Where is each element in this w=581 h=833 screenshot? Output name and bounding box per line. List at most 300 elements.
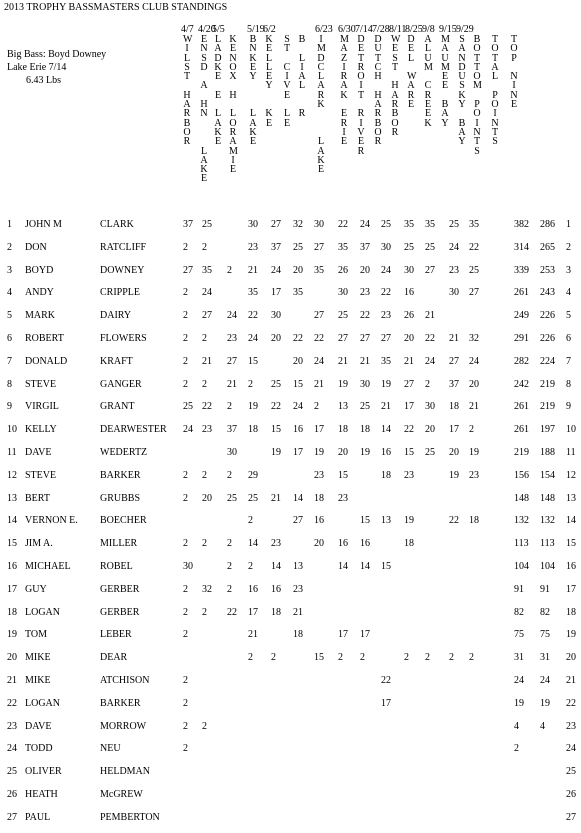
score-cell: 30 xyxy=(338,287,348,299)
score-cell: 14 xyxy=(248,538,258,550)
score-cell: 25 xyxy=(183,401,193,413)
score-cell: 2 xyxy=(227,561,232,572)
event-date: 7/28 xyxy=(372,24,390,35)
score-cell: 24 xyxy=(248,333,258,344)
event-date: 5/19 xyxy=(247,24,265,35)
rank-cell: 27 xyxy=(7,811,17,823)
score-cell: 24 xyxy=(314,355,324,367)
score-cell: 35 xyxy=(248,287,258,299)
event-name-vertical xyxy=(473,35,481,156)
first-name-cell: LOGAN xyxy=(25,606,60,618)
position-cell: 24 xyxy=(566,743,576,755)
total-points-cell: 261 xyxy=(514,401,529,413)
position-cell: 1 xyxy=(566,219,571,230)
rank-cell: 12 xyxy=(7,469,17,481)
score-cell: 2 xyxy=(469,424,474,436)
score-cell: 27 xyxy=(338,333,348,344)
header-letter: B xyxy=(473,34,481,45)
header-letter: R xyxy=(391,99,399,111)
position-cell: 2 xyxy=(566,241,571,253)
last-name-cell: GRUBBS xyxy=(100,492,141,504)
score-cell: 20 xyxy=(469,378,479,390)
last-name-cell: CLARK xyxy=(100,219,134,230)
top-nine-cell: 226 xyxy=(540,310,555,322)
total-points-cell: 31 xyxy=(514,652,524,664)
header-letter: A xyxy=(407,80,415,92)
first-name-cell: MARK xyxy=(25,310,56,322)
table-row xyxy=(0,241,581,263)
top-nine-cell: 265 xyxy=(540,241,555,253)
event-name-vertical xyxy=(200,35,208,184)
header-letter: D xyxy=(374,34,382,45)
header-letter: D xyxy=(357,34,365,45)
header-letter: O xyxy=(391,117,399,129)
score-cell: 22 xyxy=(293,333,303,344)
score-cell: 24 xyxy=(227,310,237,322)
score-cell: 15 xyxy=(360,515,370,527)
score-cell: 22 xyxy=(227,606,237,618)
score-cell: 35 xyxy=(293,287,303,299)
header-letter: A xyxy=(441,43,449,55)
header-letter: T xyxy=(473,61,481,73)
header-letter: H xyxy=(183,89,191,101)
score-cell: 14 xyxy=(381,424,391,436)
header-letter: A xyxy=(340,80,348,92)
header-letter: W xyxy=(407,71,417,83)
header-letter: A xyxy=(249,117,257,129)
header-letter: N xyxy=(510,89,518,101)
header-letter: A xyxy=(317,80,325,92)
event-date: 6/30 xyxy=(338,24,356,35)
header-letter: L xyxy=(298,80,306,92)
header-letter: S xyxy=(459,34,465,45)
header-letter: X xyxy=(229,71,237,83)
event-date: 6/2 xyxy=(263,24,276,35)
header-letter: B xyxy=(441,99,449,111)
score-cell: 17 xyxy=(338,629,348,641)
score-cell: 20 xyxy=(404,333,414,344)
header-letter: V xyxy=(357,126,365,138)
header-letter: Y xyxy=(458,136,466,148)
score-cell: 18 xyxy=(449,401,459,413)
rank-cell: 9 xyxy=(7,401,12,413)
top-nine-cell: 188 xyxy=(540,447,555,458)
score-cell: 15 xyxy=(314,652,324,664)
first-name-cell: STEVE xyxy=(25,469,57,481)
score-cell: 2 xyxy=(248,652,253,664)
score-cell: 35 xyxy=(314,264,324,276)
score-cell: 25 xyxy=(425,447,435,458)
score-cell: 22 xyxy=(469,241,479,253)
header-letter: L xyxy=(317,136,325,148)
header-letter: R xyxy=(183,136,191,148)
total-points-cell: 19 xyxy=(514,697,524,709)
score-cell: 23 xyxy=(449,264,459,276)
header-letter: T xyxy=(510,34,518,45)
score-cell: 21 xyxy=(381,401,391,413)
header-letter: N xyxy=(200,43,208,55)
score-cell: 2 xyxy=(314,401,319,413)
event-name-vertical xyxy=(298,35,306,119)
header-letter: E xyxy=(424,99,432,111)
score-cell: 2 xyxy=(404,652,409,664)
score-cell: 14 xyxy=(271,561,281,572)
header-letter: L xyxy=(183,52,191,64)
score-cell: 15 xyxy=(293,378,303,390)
event-date: 9/15 xyxy=(439,24,457,35)
total-points-cell: 242 xyxy=(514,378,529,390)
score-cell: 30 xyxy=(271,310,281,322)
score-cell: 22 xyxy=(404,424,414,436)
last-name-cell: DEAR xyxy=(100,652,128,664)
top-nine-cell: 197 xyxy=(540,424,555,436)
total-points-cell: 314 xyxy=(514,241,529,253)
score-cell: 19 xyxy=(381,378,391,390)
event-name-vertical xyxy=(510,35,518,109)
header-letter: L xyxy=(283,108,291,120)
score-cell: 35 xyxy=(425,219,435,230)
top-nine-cell: 132 xyxy=(540,515,555,527)
header-letter: E xyxy=(357,136,365,148)
first-name-cell: ROBERT xyxy=(25,333,64,344)
header-letter: K xyxy=(317,99,325,111)
score-cell: 27 xyxy=(202,310,212,322)
header-letter: M xyxy=(340,34,349,45)
position-cell: 18 xyxy=(566,606,576,618)
header-letter: T xyxy=(183,71,191,83)
header-letter: K xyxy=(424,117,432,129)
score-cell: 24 xyxy=(271,264,281,276)
total-points-cell: 156 xyxy=(514,469,529,481)
score-cell: 2 xyxy=(183,310,188,322)
last-name-cell: MORROW xyxy=(100,720,147,732)
header-letter: R xyxy=(340,71,348,83)
score-cell: 26 xyxy=(404,310,414,322)
header-letter: Z xyxy=(340,52,348,64)
header-letter: Y xyxy=(265,80,273,92)
score-cell: 16 xyxy=(314,515,324,527)
rank-cell: 20 xyxy=(7,652,17,664)
score-cell: 30 xyxy=(425,401,435,413)
score-cell: 32 xyxy=(202,583,212,595)
score-cell: 2 xyxy=(202,538,207,550)
header-letter: P xyxy=(511,52,517,64)
header-letter: D xyxy=(407,34,415,45)
table-row xyxy=(0,492,581,514)
position-cell: 17 xyxy=(566,583,576,595)
header-letter: Y xyxy=(441,117,449,129)
big-bass-location: Lake Erie 7/14 xyxy=(7,62,67,73)
first-name-cell: JIM A. xyxy=(25,538,53,550)
score-cell: 24 xyxy=(381,264,391,276)
header-letter: P xyxy=(474,99,480,111)
header-letter: C xyxy=(424,80,432,92)
position-cell: 14 xyxy=(566,515,576,527)
score-cell: 21 xyxy=(248,264,258,276)
last-name-cell: CRIPPLE xyxy=(100,287,141,299)
score-cell: 16 xyxy=(360,538,370,550)
table-row xyxy=(0,674,581,696)
score-cell: 18 xyxy=(404,538,414,550)
last-name-cell: PEMBERTON xyxy=(100,811,160,823)
score-cell: 16 xyxy=(271,583,281,595)
standings-title: 2013 TROPHY BASSMASTERS CLUB STANDINGS xyxy=(4,2,228,13)
position-cell: 9 xyxy=(566,401,571,413)
score-cell: 2 xyxy=(469,652,474,664)
score-cell: 20 xyxy=(271,333,281,344)
score-cell: 23 xyxy=(227,333,237,344)
top-nine-cell: 4 xyxy=(540,720,545,732)
score-cell: 30 xyxy=(449,287,459,299)
header-letter xyxy=(298,91,306,100)
position-cell: 7 xyxy=(566,355,571,367)
rank-cell: 10 xyxy=(7,424,17,436)
score-cell: 17 xyxy=(271,287,281,299)
header-letter: H xyxy=(374,71,382,83)
rank-cell: 15 xyxy=(7,538,17,550)
header-letter: L xyxy=(214,108,222,120)
score-cell: 2 xyxy=(227,401,232,413)
score-cell: 13 xyxy=(338,401,348,413)
last-name-cell: ATCHISON xyxy=(100,675,150,686)
header-letter: L xyxy=(265,61,273,73)
score-cell: 37 xyxy=(183,219,193,230)
score-cell: 23 xyxy=(314,469,324,481)
header-letter: A xyxy=(340,43,348,55)
header-letter: Y xyxy=(249,71,257,83)
rank-cell: 3 xyxy=(7,264,12,276)
header-letter: E xyxy=(441,71,449,83)
score-cell: 24 xyxy=(202,287,212,299)
header-letter: K xyxy=(214,126,222,138)
rank-cell: 19 xyxy=(7,629,17,641)
header-letter: E xyxy=(265,71,273,83)
header-letter: I xyxy=(185,43,189,55)
first-name-cell: TOM xyxy=(25,629,48,641)
header-letter: E xyxy=(510,99,518,111)
header-letter: N xyxy=(200,108,208,120)
header-letter: D xyxy=(458,61,466,73)
header-letter: O xyxy=(510,43,518,55)
last-name-cell: GANGER xyxy=(100,378,142,390)
score-cell: 20 xyxy=(425,424,435,436)
rank-cell: 1 xyxy=(7,219,12,230)
header-letter: A xyxy=(374,99,382,111)
header-letter: C xyxy=(317,61,325,73)
header-letter: S xyxy=(474,145,480,157)
total-points-cell: 282 xyxy=(514,355,529,367)
score-cell: 20 xyxy=(314,538,324,550)
position-cell: 13 xyxy=(566,492,576,504)
header-letter: E xyxy=(214,71,222,83)
header-letter: A xyxy=(317,145,325,157)
header-letter: A xyxy=(183,99,191,111)
header-letter: A xyxy=(214,43,222,55)
score-cell: 2 xyxy=(202,469,207,481)
score-cell: 19 xyxy=(271,447,281,458)
position-cell: 3 xyxy=(566,264,571,276)
header-letter: D xyxy=(200,61,208,73)
score-cell: 23 xyxy=(469,469,479,481)
score-cell: 32 xyxy=(469,333,479,344)
score-cell: 17 xyxy=(293,447,303,458)
header-letter: E xyxy=(265,43,273,55)
top-nine-cell: 226 xyxy=(540,333,555,344)
header-letter: R xyxy=(374,108,382,120)
header-letter: H xyxy=(391,80,399,92)
score-cell: 25 xyxy=(449,219,459,230)
score-cell: 30 xyxy=(381,241,391,253)
first-name-cell: JOHN M xyxy=(25,219,62,230)
score-cell: 35 xyxy=(338,241,348,253)
header-letter: M xyxy=(317,43,326,55)
score-cell: 2 xyxy=(183,697,188,709)
header-letter xyxy=(265,91,273,100)
header-letter: E xyxy=(249,136,257,148)
header-letter xyxy=(249,91,257,100)
header-letter: E xyxy=(200,173,208,185)
header-letter: O xyxy=(229,117,237,129)
header-letter: U xyxy=(374,43,382,55)
last-name-cell: FLOWERS xyxy=(100,333,147,344)
score-cell: 22 xyxy=(271,401,281,413)
score-cell: 2 xyxy=(183,355,188,367)
header-letter: D xyxy=(317,52,325,64)
table-row xyxy=(0,788,581,810)
table-row xyxy=(0,469,581,491)
header-letter: L xyxy=(407,52,415,64)
table-row xyxy=(0,423,581,445)
last-name-cell: GRANT xyxy=(100,401,135,413)
position-cell: 8 xyxy=(566,378,571,390)
header-letter: W xyxy=(183,34,193,45)
header-letter: K xyxy=(249,52,257,64)
header-letter: I xyxy=(475,117,479,129)
event-date: 9/29 xyxy=(456,24,474,35)
score-cell: 19 xyxy=(404,515,414,527)
score-cell: 2 xyxy=(183,378,188,390)
rank-cell: 26 xyxy=(7,789,17,800)
header-letter: I xyxy=(342,126,346,138)
score-cell: 16 xyxy=(338,538,348,550)
header-letter: I xyxy=(300,61,304,73)
top-nine-cell: 91 xyxy=(540,583,550,595)
header-letter xyxy=(249,81,257,90)
first-name-cell: HEATH xyxy=(25,789,58,800)
score-cell: 21 xyxy=(360,355,370,367)
first-name-cell: STEVE xyxy=(25,378,57,390)
score-cell: 22 xyxy=(381,675,391,686)
position-cell: 12 xyxy=(566,469,576,481)
header-letter: A xyxy=(491,61,499,73)
table-row xyxy=(0,218,581,240)
header-letter: E xyxy=(214,136,222,148)
score-cell: 22 xyxy=(425,333,435,344)
score-cell: 18 xyxy=(293,629,303,641)
score-cell: 21 xyxy=(338,355,348,367)
table-row xyxy=(0,400,581,422)
score-cell: 24 xyxy=(360,219,370,230)
table-row xyxy=(0,446,581,468)
header-letter: E xyxy=(200,34,208,45)
header-letter: V xyxy=(283,80,291,92)
score-cell: 20 xyxy=(293,355,303,367)
event-name-vertical xyxy=(458,35,466,147)
header-letter: O xyxy=(473,108,481,120)
event-date: 8/25 xyxy=(405,24,423,35)
score-cell: 22 xyxy=(202,401,212,413)
score-cell: 2 xyxy=(227,469,232,481)
big-bass-info xyxy=(7,48,106,87)
rank-cell: 5 xyxy=(7,310,12,322)
position-cell: 6 xyxy=(566,333,571,344)
header-letter: I xyxy=(359,80,363,92)
header-letter: R xyxy=(357,108,365,120)
last-name-cell: DAIRY xyxy=(100,310,132,322)
header-letter: B xyxy=(183,117,191,129)
score-cell: 19 xyxy=(338,378,348,390)
total-points-cell: 148 xyxy=(514,492,529,504)
score-cell: 2 xyxy=(202,378,207,390)
header-letter xyxy=(317,109,325,118)
header-letter: N xyxy=(458,52,466,64)
score-cell: 27 xyxy=(314,241,324,253)
score-cell: 20 xyxy=(338,447,348,458)
event-date: 7/14 xyxy=(355,24,373,35)
last-name-cell: KRAFT xyxy=(100,355,133,367)
last-name-cell: BOECHER xyxy=(100,515,147,527)
header-letter: L xyxy=(298,52,306,64)
header-letter: S xyxy=(459,80,465,92)
score-cell: 22 xyxy=(248,310,258,322)
header-letter: K xyxy=(214,61,222,73)
score-cell: 23 xyxy=(404,469,414,481)
event-name-vertical xyxy=(407,35,415,109)
table-row xyxy=(0,378,581,400)
header-letter: E xyxy=(265,117,273,129)
score-cell: 21 xyxy=(248,629,258,641)
score-cell: 18 xyxy=(381,469,391,481)
score-cell: 19 xyxy=(449,469,459,481)
score-cell: 35 xyxy=(202,264,212,276)
score-cell: 25 xyxy=(425,241,435,253)
event-name-vertical xyxy=(283,35,291,128)
top-nine-cell: 224 xyxy=(540,355,555,367)
first-name-cell: MIKE xyxy=(25,652,51,664)
rank-cell: 25 xyxy=(7,766,17,778)
score-cell: 2 xyxy=(202,606,207,618)
table-row xyxy=(0,286,581,308)
score-cell: 29 xyxy=(248,469,258,481)
score-cell: 17 xyxy=(360,629,370,641)
header-letter: U xyxy=(424,52,432,64)
score-cell: 37 xyxy=(227,424,237,436)
total-points-cell: 339 xyxy=(514,264,529,276)
top-nine-cell: 104 xyxy=(540,561,555,572)
position-cell: 25 xyxy=(566,766,576,778)
header-letter: E xyxy=(229,164,237,176)
top-nine-cell: 31 xyxy=(540,652,550,664)
rank-cell: 17 xyxy=(7,583,17,595)
score-cell: 27 xyxy=(404,378,414,390)
header-letter: N xyxy=(510,71,518,83)
event-name-vertical xyxy=(391,35,399,137)
table-row xyxy=(0,811,581,833)
header-letter: E xyxy=(424,108,432,120)
score-cell: 27 xyxy=(227,355,237,367)
score-cell: 27 xyxy=(293,515,303,527)
top-nine-cell: 286 xyxy=(540,219,555,230)
